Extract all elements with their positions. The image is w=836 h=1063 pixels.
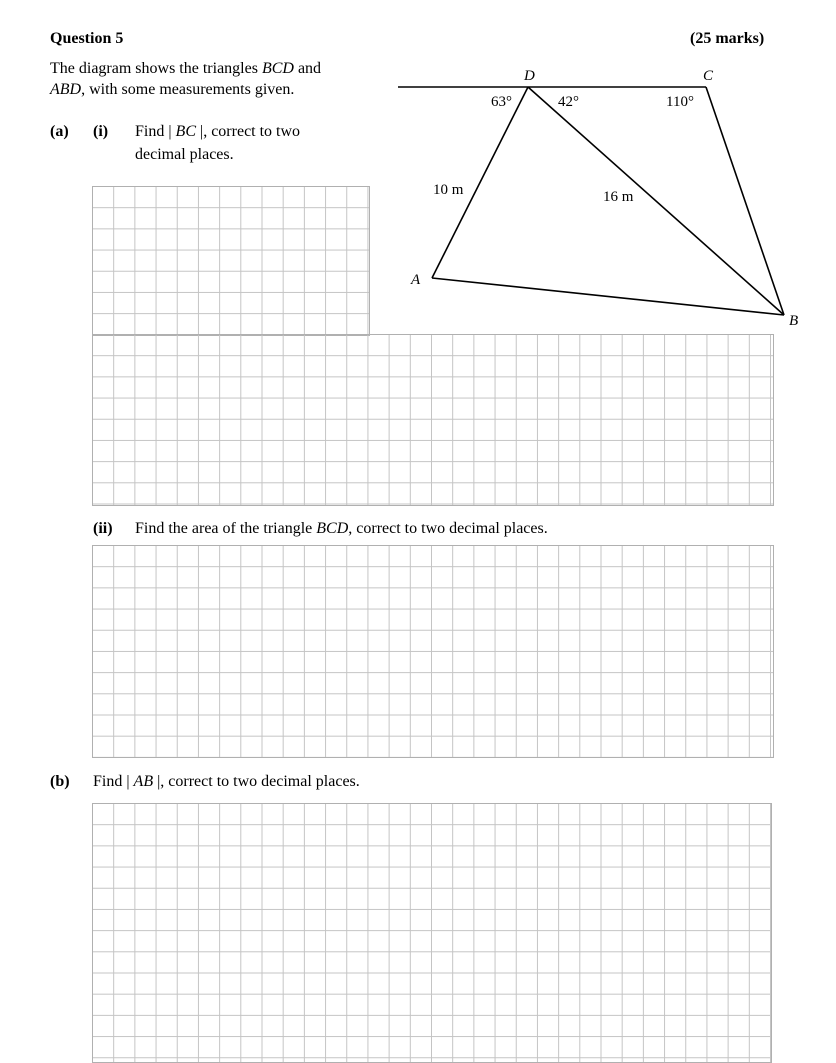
part-a-ii-text-c: , correct to two decimal places. xyxy=(348,520,548,537)
intro-text-rest: , with some measurements given. xyxy=(81,81,295,98)
intro-text-abd: ABD xyxy=(50,81,82,98)
part-a-ii-question xyxy=(135,518,548,540)
part-b-text-c: |, correct to two decimal places. xyxy=(153,773,360,790)
intro-text-bcd: BCD xyxy=(261,60,294,77)
label-point-a: A xyxy=(411,272,421,288)
triangle-diagram xyxy=(0,0,836,340)
label-point-c: C xyxy=(703,68,714,84)
question-title: Question 5 xyxy=(50,30,124,47)
part-a-i-text-bc: BC xyxy=(175,123,196,140)
label-angle-42: 42° xyxy=(558,94,579,110)
intro-text-a: The diagram shows the triangles xyxy=(50,60,262,77)
line-a-b xyxy=(432,278,784,315)
answer-grid-a-i-lower[interactable] xyxy=(92,334,774,506)
part-a-i-text-c: |, correct to two xyxy=(196,123,301,140)
label-point-b: B xyxy=(789,313,799,329)
part-b-question xyxy=(93,771,360,793)
label-length-ad: 10 m xyxy=(433,182,464,198)
part-a-i-text-a: Find | xyxy=(135,123,176,140)
intro-text-and: and xyxy=(293,60,322,77)
part-b-text-ab: AB xyxy=(133,773,154,790)
marks-label: (25 marks) xyxy=(690,30,765,47)
label-length-db: 16 m xyxy=(603,189,634,205)
part-a-ii-text-bcd: BCD xyxy=(316,520,349,537)
part-a-label: (a) xyxy=(50,123,69,140)
part-a-ii-label: (ii) xyxy=(93,520,113,537)
part-a-i-question-line2: decimal places. xyxy=(135,146,234,163)
label-angle-110: 110° xyxy=(666,94,694,110)
part-a-i-label: (i) xyxy=(93,123,109,140)
label-point-d: D xyxy=(524,68,535,84)
part-b-label: (b) xyxy=(50,773,70,790)
answer-grid-b[interactable] xyxy=(92,803,772,1063)
part-b-text-a: Find | xyxy=(93,773,134,790)
answer-grid-a-ii[interactable] xyxy=(92,545,774,758)
label-angle-63: 63° xyxy=(491,94,512,110)
part-a-ii-text-a: Find the area of the triangle xyxy=(135,520,317,537)
